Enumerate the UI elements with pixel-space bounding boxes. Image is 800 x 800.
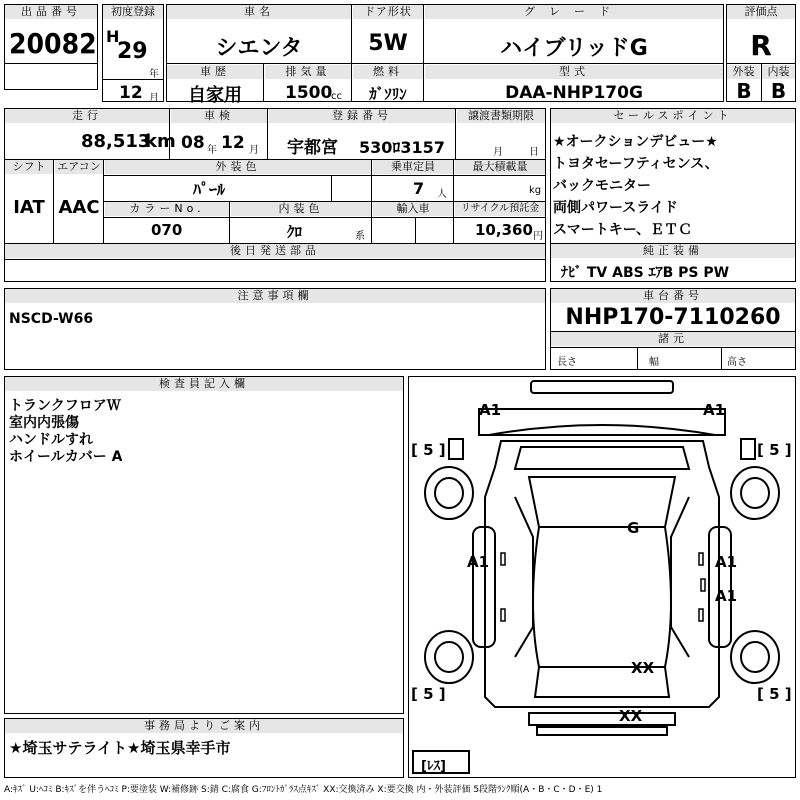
mileage-header: 走行	[5, 109, 169, 123]
aircon: AAC	[58, 197, 100, 218]
score-header: 評価点	[727, 5, 795, 19]
reg-number: 530ﾛ3157	[359, 138, 445, 157]
chassis-number: NHP170-7110260	[565, 305, 781, 330]
reg-area: 宇都宮	[287, 138, 338, 158]
notes-box	[4, 288, 546, 370]
reg-no-header: 登録番号	[269, 109, 455, 123]
damage-front-left: A1	[479, 401, 502, 419]
damage-front-right: A1	[703, 401, 726, 419]
first-reg-year: 29	[117, 39, 148, 64]
spec-length: 長さ	[557, 357, 577, 368]
color-no: 070	[151, 221, 183, 239]
fuel-header: 燃料	[353, 65, 423, 79]
history-header: 車歴	[167, 65, 263, 79]
sales-point: トヨタセーフティセンス、	[553, 156, 719, 172]
grade: ハイブリッドG	[500, 36, 648, 61]
inspection-month: 12	[221, 133, 245, 153]
inspection-header: 車検	[171, 109, 267, 123]
spec-width: 幅	[649, 357, 659, 368]
spec-height: 高さ	[727, 357, 747, 368]
interior-header: 内装	[762, 65, 795, 79]
first-registration-box: 初度登録 H 29 年 12 月	[102, 4, 164, 102]
ext-color-header: 外装色	[105, 160, 371, 174]
chassis-box	[550, 288, 796, 370]
car-diagram-drawing	[409, 377, 795, 777]
damage-rear-panel: XX	[631, 659, 655, 677]
inspector-note: トランクフロアＷ	[9, 398, 121, 414]
lot-number-header: 出品番号	[5, 5, 97, 19]
inspection-year: 08	[181, 133, 205, 153]
mileage: 88,513	[81, 131, 151, 152]
car-history: 自家用	[188, 85, 242, 106]
sales-point: 両側パワースライド	[553, 200, 678, 216]
damage-right-front-door: A1	[715, 553, 738, 571]
car-name-header: 車名	[167, 5, 351, 19]
shift-header: シフト	[5, 160, 53, 174]
tire-rear-right: [ 5 ]	[757, 685, 792, 703]
model-type: DAA-NHP170G	[505, 83, 643, 103]
tire-front-left: [ 5 ]	[411, 441, 446, 459]
era: H	[106, 27, 120, 46]
score: R	[750, 29, 772, 62]
exterior-header: 外装	[727, 65, 760, 79]
inspector-note: ハンドルすれ	[9, 432, 93, 448]
import-header: 輸入車	[373, 202, 453, 216]
specs-header: 諸元	[551, 332, 795, 346]
car-diagram	[408, 376, 796, 778]
lot-number: 20082	[9, 27, 97, 60]
sales-points-box	[550, 108, 796, 282]
sales-point: スマートキー、ＥＴＣ	[553, 222, 693, 238]
int-color-header: 内装色	[231, 202, 371, 216]
door-type: 5W	[368, 31, 408, 56]
displacement: 1500	[285, 83, 333, 103]
first-registration-header: 初度登録	[103, 5, 163, 19]
score-box	[726, 4, 796, 102]
notes-header: 注意事項欄	[5, 289, 545, 303]
door-header: ドア形状	[353, 5, 423, 19]
lot-number-box	[4, 4, 98, 90]
model-type-header: 型式	[425, 65, 723, 79]
capacity: 7	[413, 179, 425, 198]
damage-windshield: G	[627, 519, 640, 537]
tire-front-right: [ 5 ]	[757, 441, 792, 459]
later-parts-header: 後日発送部品	[5, 244, 545, 258]
tire-rear-left: [ 5 ]	[411, 685, 446, 703]
damage-rear-bumper: XX	[619, 707, 643, 725]
inspector-note: ホイールカバー A	[9, 449, 123, 465]
aircon-header: エアコン	[55, 160, 103, 174]
office-note: ★埼玉サテライト★埼玉県幸手市	[9, 739, 231, 757]
fuel: ｶﾞｿﾘﾝ	[369, 85, 407, 103]
shift: IAT	[13, 197, 45, 218]
genuine-header: 純正装備	[551, 244, 795, 258]
sales-point: ★オークションデビュー★	[553, 134, 718, 150]
top-info-box: 車名 ドア形状 グレード シエンタ 5W ハイブリッドG 車歴 排気量 燃料 型式 自家用 1500 cc ｶﾞｿﾘﾝ DAA-NHP170G	[166, 4, 724, 102]
inspector-note: 室内内張傷	[9, 415, 79, 431]
int-color: ｸﾛ	[287, 223, 303, 241]
chassis-header: 車台番号	[551, 289, 795, 303]
sales-point: バックモニター	[553, 178, 651, 194]
sales-points-header: セールスポイント	[551, 109, 795, 123]
exterior-grade: B	[736, 79, 752, 103]
inspector-notes-box	[4, 376, 404, 714]
legend: A:ｷｽﾞ U:ﾍｺﾐ B:ｷｽﾞを伴うﾍｺﾐ P:要塗装 W:補修跡 S:錆 C:腐食 G:ﾌﾛﾝﾄｶﾞﾗｽ点ｷｽﾞ XX:交換済み X:要交換 内・外装評価 5段階ﾗﾝｸ順(A・B・C・D・E) 1	[4, 785, 603, 795]
spare-tire: [ﾚｽ]	[421, 759, 446, 774]
recycle-fee: 10,360	[475, 221, 533, 239]
notes-text: NSCD-W66	[9, 311, 94, 327]
damage-right-rear-door: A1	[715, 587, 738, 605]
car-name: シエンタ	[215, 36, 303, 61]
genuine-equipment: ﾅﾋﾞ TV ABS ｴｱB PS PW	[561, 265, 730, 281]
recycle-header: リサイクル預託金	[455, 202, 545, 216]
transfer-header: 譲渡書類期限	[457, 109, 545, 123]
capacity-header: 乗車定員	[373, 160, 453, 174]
ext-color: ﾊﾟｰﾙ	[193, 180, 226, 199]
details-box: 走行 車検 登録番号 譲渡書類期限 88,513 km 08 年 12 月 宇都宮 530ﾛ3157 月 日 シフト エアコン 外装色 乗車定員 最大積載量 IAT AAC ﾊﾟｰﾙ 7 人 kg カラーNo. 内装色 輸入車 リサイクル預託金 070 ｸﾛ 系 10,360 円 後日発送部品	[4, 108, 546, 282]
office-box	[4, 718, 404, 778]
color-no-header: カラーNo.	[105, 202, 229, 216]
damage-left-door: A1	[467, 553, 490, 571]
inspector-header: 検査員記入欄	[5, 377, 403, 391]
displacement-header: 排気量	[265, 65, 351, 79]
office-header: 事務局よりご案内	[5, 719, 403, 733]
first-reg-month: 12	[119, 83, 143, 103]
grade-header: グレード	[425, 5, 723, 19]
interior-grade: B	[770, 79, 787, 103]
max-load-header: 最大積載量	[455, 160, 545, 174]
